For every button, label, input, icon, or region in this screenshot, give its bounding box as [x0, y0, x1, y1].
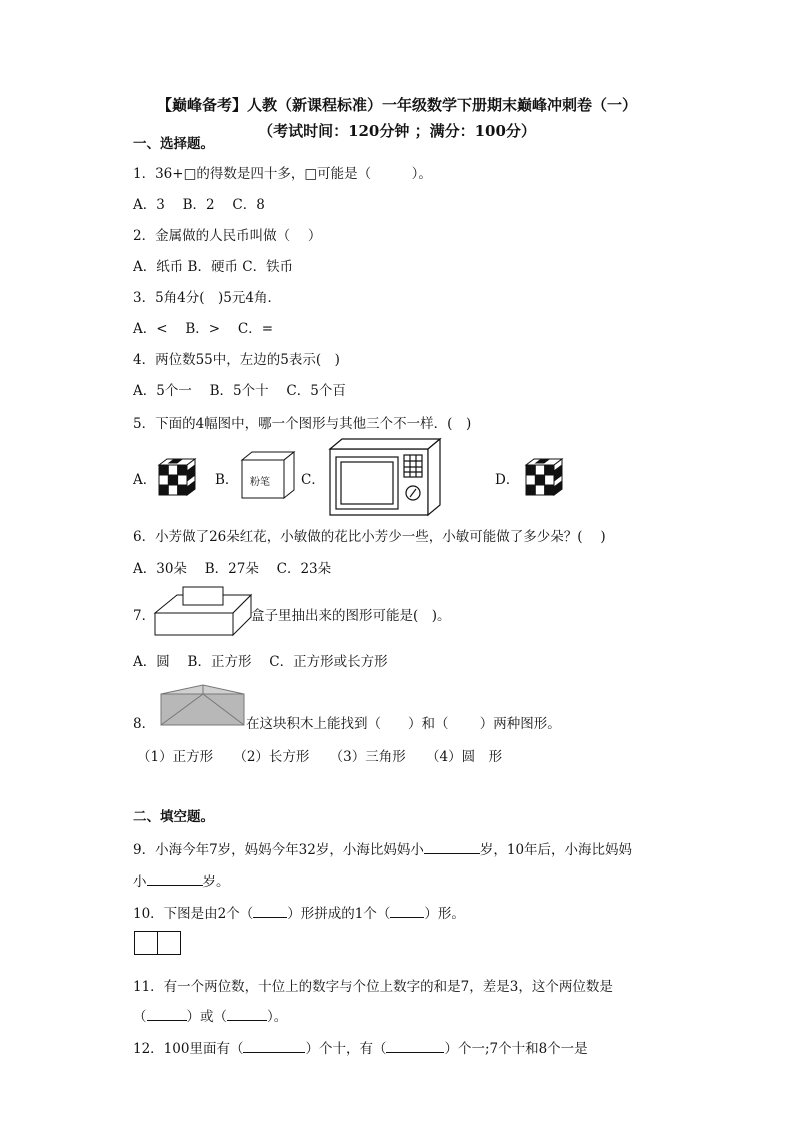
exam-subtitle: （考试时间：120分钟 ；满分：100分） — [258, 122, 536, 140]
microwave-icon — [328, 437, 446, 517]
q11-line1: 11．有一个两位数，十位上的数字与个位上数字的和是7，差是3，这个两位数是 — [133, 979, 613, 995]
rubik-cube-a-icon — [157, 457, 197, 497]
q11-part-c: ）。 — [267, 1009, 288, 1025]
section2-heading: 二、填空题。 — [133, 809, 214, 825]
q7-number: 7． — [133, 608, 156, 624]
q7-options: A．圆 B．正方形 C．正方形或长方形 — [133, 654, 388, 670]
q9-line2 — [133, 870, 230, 890]
q12-part-b: ）个十，有（ — [305, 1041, 387, 1057]
q11-part-a: （ — [133, 1009, 147, 1025]
q7-text: 盒子里抽出来的图形可能是( )。 — [251, 608, 451, 624]
q1-text: 1．36+□的得数是四十多，□可能是（ ）。 — [133, 166, 432, 182]
q11-blank-2[interactable] — [227, 1008, 267, 1021]
q6-text: 6．小芳做了26朵红花，小敏做的花比小芳少一些，小敏可能做了多少朵？( ) — [133, 529, 606, 545]
two-squares-figure — [134, 931, 182, 956]
q5-option-c-label: C． — [301, 472, 325, 488]
q4-options: A．5个一 B．5个十 C．5个百 — [133, 383, 346, 399]
q9-blank-2[interactable] — [147, 873, 203, 886]
q3-options: A．< B．> C．= — [133, 321, 274, 337]
q10-part-c: ）形。 — [424, 906, 465, 922]
wood-block-icon — [160, 684, 246, 726]
q2-text: 2．金属做的人民币叫做（ ） — [133, 228, 322, 244]
q10-part-b: ）形拼成的1个（ — [287, 906, 391, 922]
q10-blank-2[interactable] — [390, 905, 424, 918]
q11-line2 — [133, 1005, 287, 1025]
q5-option-d-label: D． — [495, 472, 520, 488]
q5-option-a-label: A． — [133, 472, 157, 488]
q8-text: 在这块积木上能找到（ ）和（ ）两种图形。 — [246, 716, 561, 732]
q10-part-a: 10．下图是由2个（ — [133, 906, 254, 922]
q9-line1-part-b: 岁，10年后，小海比妈妈 — [479, 842, 633, 858]
q12-part-a: 12．100里面有（ — [133, 1041, 244, 1057]
q10-blank-1[interactable] — [253, 905, 287, 918]
q2-options: A．纸币 B．硬币 C．铁币 — [133, 259, 294, 275]
q8-options: （1）正方形 （2）长方形 （3）三角形 （4）圆 形 — [137, 749, 503, 765]
q9-line2-part-b: 岁。 — [202, 874, 230, 890]
q12-blank-2[interactable] — [386, 1040, 444, 1053]
q9-blank-1[interactable] — [424, 841, 480, 854]
q5-option-b-label: B． — [215, 472, 239, 488]
q9-line1 — [133, 838, 632, 858]
q11-part-b: ）或（ — [186, 1009, 227, 1025]
chalk-box-label: 粉笔 — [250, 477, 270, 488]
q12-text — [133, 1037, 588, 1057]
q9-line1-part-a: 9．小海今年7岁，妈妈今年32岁，小海比妈妈小 — [133, 842, 424, 858]
q4-text: 4．两位数55中，左边的5表示( ) — [133, 352, 340, 368]
q10-text — [133, 902, 465, 922]
q1-options: A．3 B．2 C．8 — [133, 197, 265, 213]
rubik-cube-d-icon — [524, 457, 568, 497]
box-with-card-icon — [153, 585, 253, 637]
q12-part-c: ）个一;7个十和8个一是 — [444, 1041, 588, 1057]
q3-text: 3．5角4分( )5元4角． — [133, 290, 281, 306]
q12-blank-1[interactable] — [243, 1040, 305, 1053]
q5-text: 5．下面的4幅图中，哪一个图形与其他三个不一样．( ) — [133, 416, 472, 432]
q8-number: 8． — [133, 716, 156, 732]
q9-line2-part-a: 小 — [133, 874, 147, 890]
exam-title: 【巅峰备考】人教（新课程标准）一年级数学下册期末巅峰冲刺卷（一） — [156, 96, 637, 114]
section1-heading: 一、选择题。 — [133, 136, 214, 152]
q6-options: A．30朵 B．27朵 C．23朵 — [133, 561, 332, 577]
q11-blank-1[interactable] — [147, 1008, 187, 1021]
